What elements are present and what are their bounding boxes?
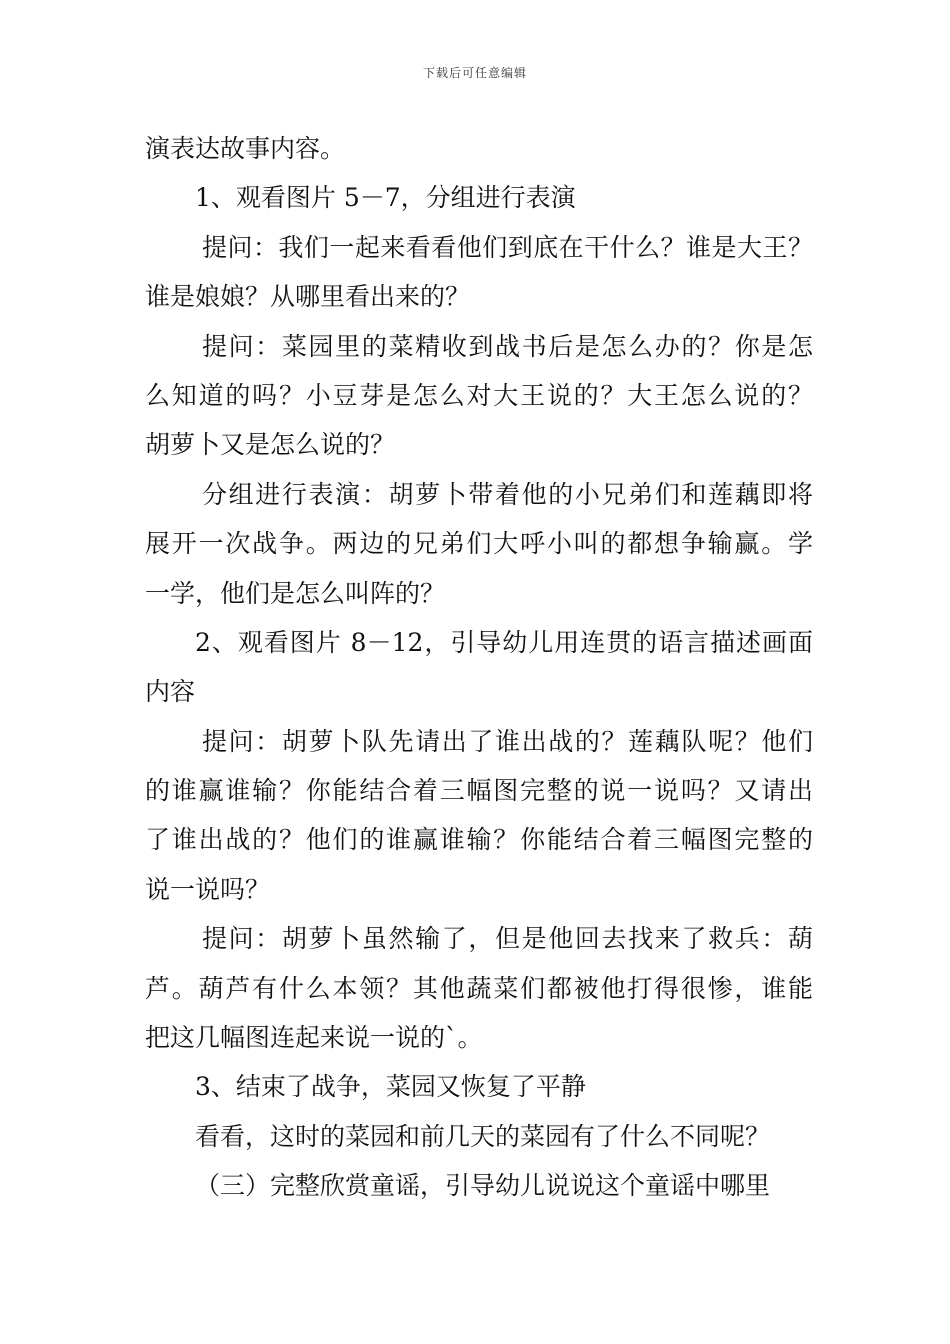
text-line-13: 提问：胡萝卜队先请出了谁出战的？莲藕队呢？他们 (202, 726, 813, 756)
section-heading-2: 2、观看图片 8－12，引导幼儿用连贯的语言描述画面 (195, 627, 813, 657)
text-line-6: 么知道的吗？小豆芽是怎么对大王说的？大王怎么说的？ (145, 380, 813, 410)
text-line-14: 的谁赢谁输？你能结合着三幅图完整的说一说吗？又请出 (145, 776, 813, 806)
text-line-4: 谁是娘娘？从哪里看出来的？ (145, 282, 471, 312)
text-line-3: 提问：我们一起来看看他们到底在干什么？谁是大王？ (202, 232, 813, 262)
text-line-16: 说一说吗？ (145, 874, 271, 904)
section-heading-3: 3、结束了战争，菜园又恢复了平静 (195, 1072, 586, 1102)
text-line-10: 一学，他们是怎么叫阵的？ (145, 578, 446, 608)
text-line-7: 胡萝卜又是怎么说的？ (145, 430, 396, 460)
text-line-12: 内容 (145, 677, 196, 707)
text-line-18: 芦。葫芦有什么本领？其他蔬菜们都被他打得很惨，谁能 (145, 973, 813, 1003)
section-heading-1: 1、观看图片 5－7，分组进行表演 (195, 183, 576, 213)
text-line-8: 分组进行表演：胡萝卜带着他的小兄弟们和莲藕即将 (202, 479, 813, 509)
text-line-19: 把这几幅图连起来说一说的`。 (145, 1023, 483, 1053)
text-line-17: 提问：胡萝卜虽然输了，但是他回去找来了救兵：葫 (202, 924, 813, 954)
text-line-9: 展开一次战争。两边的兄弟们大呼小叫的都想争输赢。学 (145, 529, 813, 559)
document-body (145, 124, 813, 1211)
page-header: 下载后可任意编辑 (422, 66, 527, 80)
text-line-1: 演表达故事内容。 (145, 134, 346, 163)
text-line-15: 了谁出战的？他们的谁赢谁输？你能结合着三幅图完整的 (145, 825, 813, 855)
text-line-21: 看看，这时的菜园和前几天的菜园有了什么不同呢？ (195, 1121, 771, 1151)
text-line-5: 提问：菜园里的菜精收到战书后是怎么办的？你是怎 (202, 331, 813, 361)
section-heading-4: （三）完整欣赏童谣，引导幼儿说说这个童谣中哪里 (195, 1171, 771, 1201)
